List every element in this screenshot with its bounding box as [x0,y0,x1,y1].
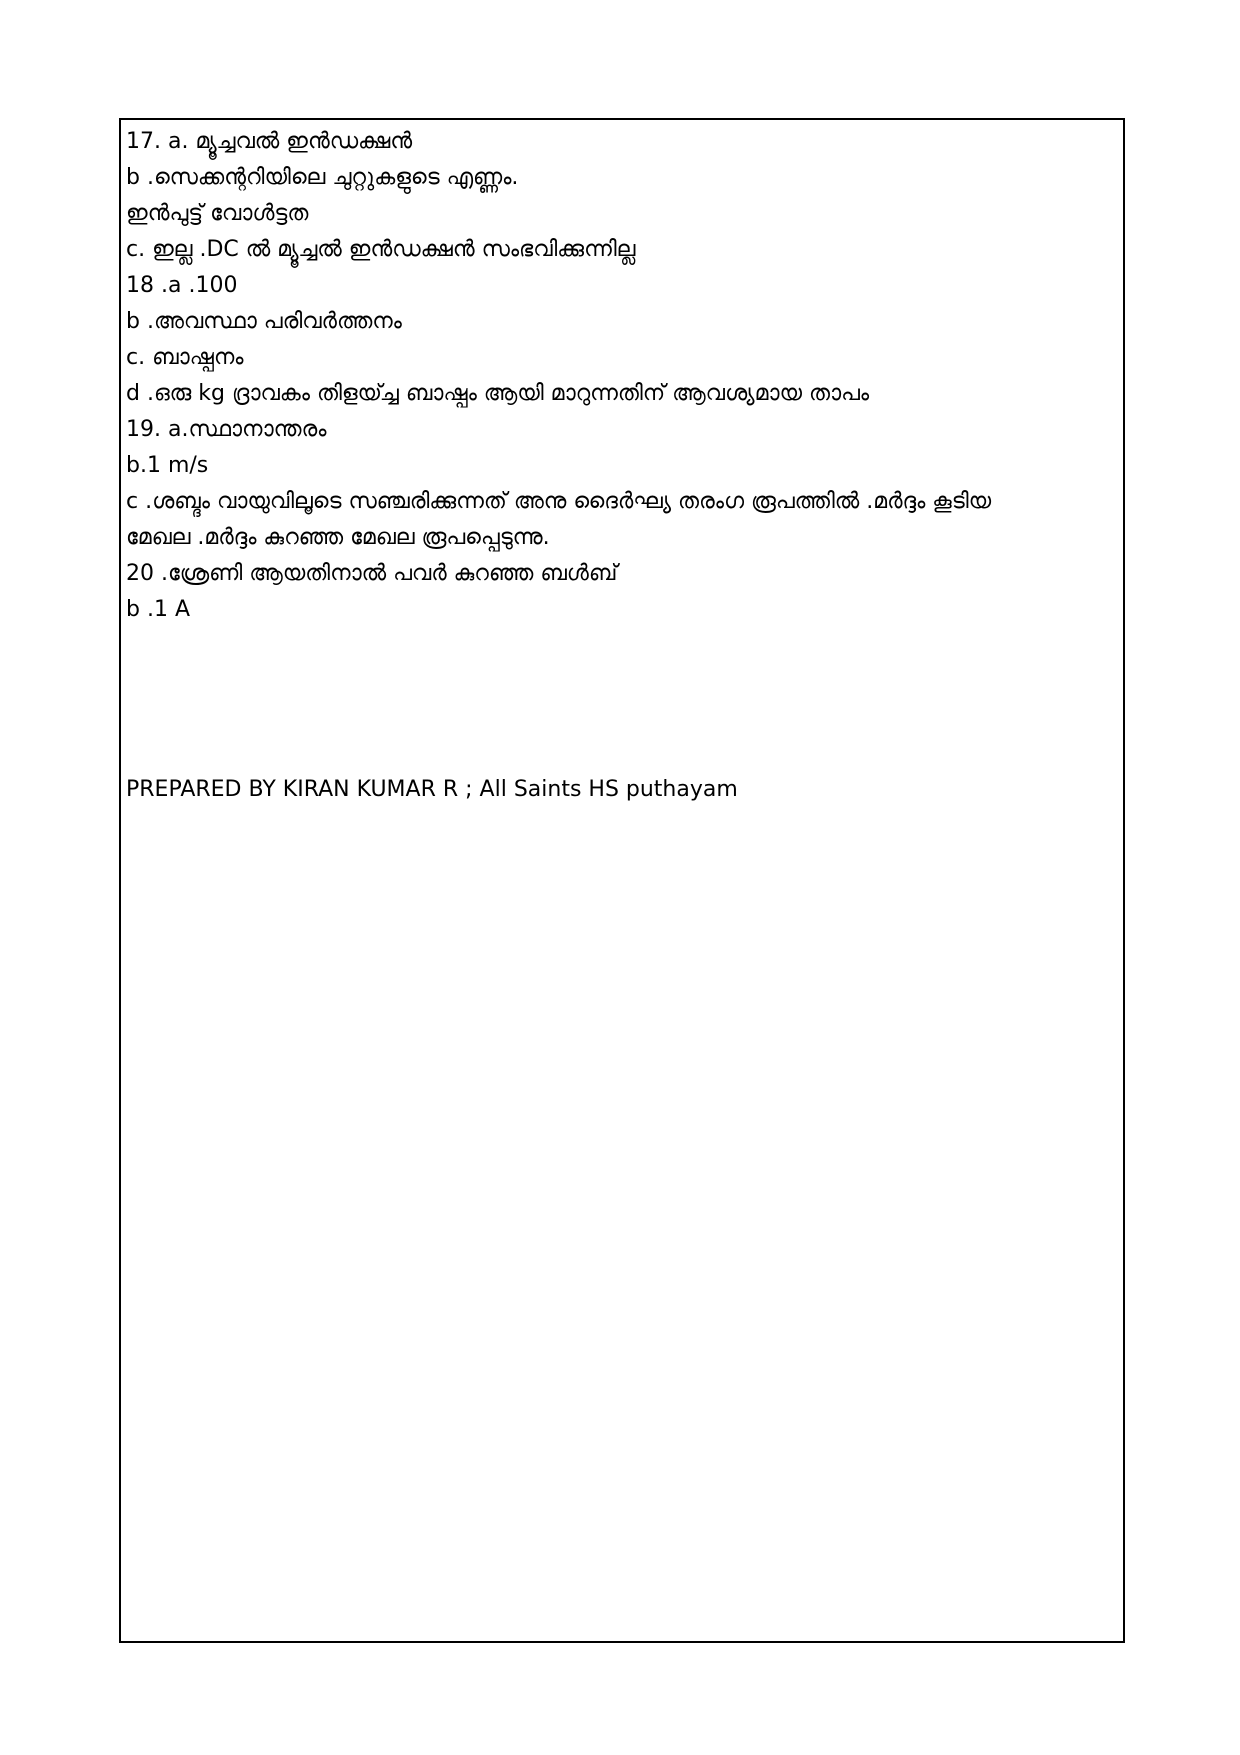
answer-line-20a: 20 .ശ്രേണി ആയതിനാൽ പവർ കുറഞ്ഞ ബൾബ് [126,561,618,586]
answer-line-20b: b .1 A [126,597,190,622]
answer-line-17b: b .സെക്കന്ററിയിലെ ചുറ്റുകളുടെ എണ്ണം. [126,165,519,190]
answer-line-19c-cont: മേഖല .മർദ്ദം കുറഞ്ഞ മേഖല രൂപപ്പെടുന്നു. [126,525,550,550]
answer-line-19a: 19. a.സ്ഥാനാന്തരം [126,417,327,442]
answer-line-18b: b .അവസ്ഥാ പരിവർത്തനം [126,309,402,334]
answer-line-17c: c. ഇല്ല .DC ൽ മ്യൂച്ചൽ ഇൻഡക്ഷൻ സംഭവിക്കുന്നില്ല [126,237,636,262]
answer-line-17b-cont: ഇൻപുട്ട് വോൾട്ടത [126,201,309,226]
answer-line-18a: 18 .a .100 [126,273,238,298]
answer-line-19c: c .ശബ്ദം വായുവിലൂടെ സഞ്ചരിക്കുന്നത് അനു ദൈർഘ്യ തരംഗ രൂപത്തിൽ .മർദ്ദം കൂടിയ [126,489,992,514]
answer-line-19b: b.1 m/s [126,453,209,478]
answer-list [126,124,1113,628]
author-credit: PREPARED BY KIRAN KUMAR R ; All Saints HS puthayam [126,777,738,802]
answer-line-17a: 17. a. മ്യൂച്ചവൽ ഇൻഡക്ഷൻ [126,129,413,154]
answer-line-18d: d .ഒരു kg ദ്രാവകം തിളയ്ച്ച ബാഷ്പം ആയി മാറുന്നതിന് ആവശ്യമായ താപം [126,381,870,406]
page-frame [119,118,1125,1643]
answer-line-18c: c. ബാഷ്പനം [126,345,244,370]
